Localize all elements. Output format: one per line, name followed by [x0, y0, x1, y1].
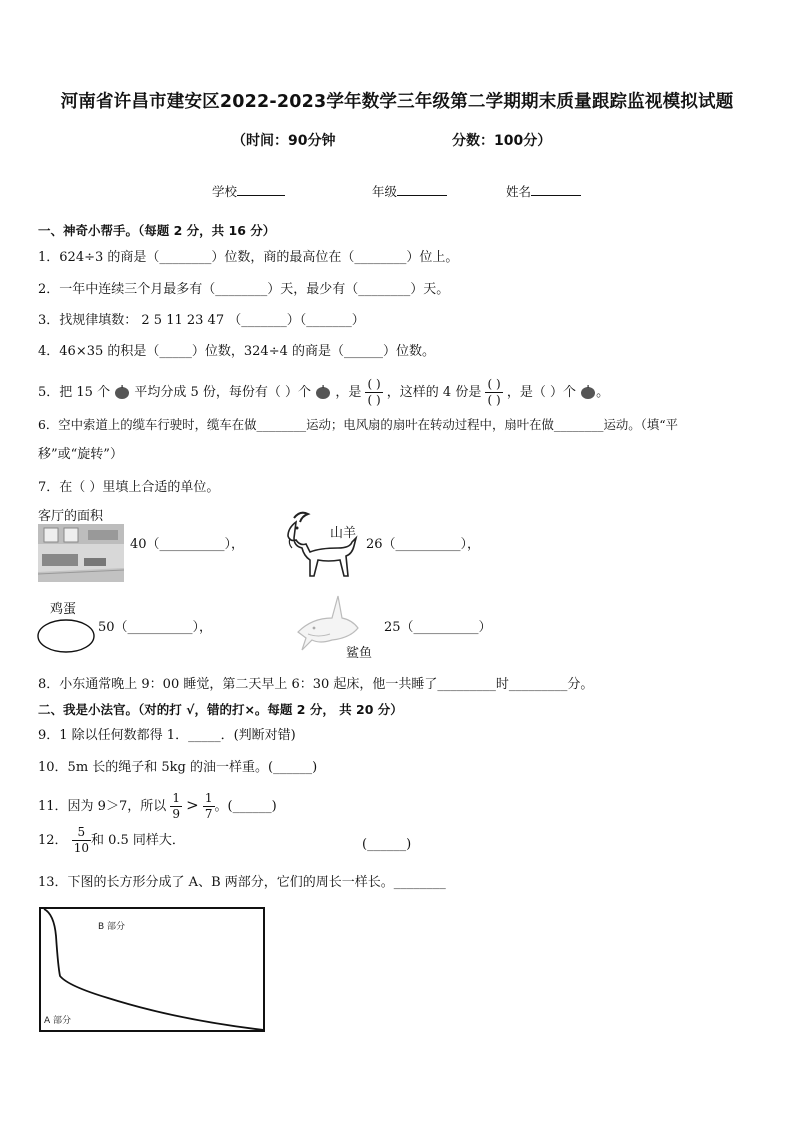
- fraction-numerator: 1: [204, 791, 213, 805]
- q11-text-a: 11．因为 9＞7，所以: [38, 799, 167, 814]
- question-12: [38, 824, 185, 858]
- total-score: 分数：100分）: [452, 133, 552, 149]
- question-11: 11．因为 9＞7，所以 $\frac{1}{9}$ > $\frac{1}{7}$ 。(______): [38, 791, 277, 821]
- apple-icon: [315, 384, 331, 399]
- fraction-denominator: ( ): [367, 393, 381, 407]
- rectangle-diagram: [38, 906, 266, 1033]
- q7-egg-answer: 50（__________），: [98, 620, 213, 635]
- grade-label: 年级: [372, 184, 398, 199]
- question-9: 9．1 除以任何数都得 1．_____．(判断对错): [38, 728, 296, 743]
- apple-icon: [114, 384, 130, 399]
- living-room-label: 客厅的面积: [38, 509, 104, 524]
- question-7: 7．在（ ）里填上合适的单位。: [38, 480, 220, 495]
- egg-image: [36, 618, 96, 654]
- fraction-denominator: 10: [73, 841, 89, 855]
- q12-answer: (______): [362, 837, 412, 852]
- question-6-line-1: 6．空中索道上的缆车行驶时，缆车在做________运动；电风扇的扇叶在转动过程中，扇叶在做________运动。（填“平: [38, 417, 678, 432]
- grade-blank[interactable]: [397, 183, 447, 196]
- school-field: [212, 182, 285, 200]
- q7-room-answer: 40（__________），: [130, 537, 245, 552]
- shark-label: 鲨鱼: [346, 646, 373, 661]
- egg-label: 鸡蛋: [50, 602, 77, 617]
- q12-text-b: 和 0.5 同样大．: [90, 833, 185, 848]
- part-b-label: B 部分: [98, 922, 126, 932]
- goat-image: [280, 508, 360, 582]
- fraction-denominator: 7: [204, 807, 213, 821]
- fraction-denominator: 9: [172, 807, 180, 821]
- exam-title: 河南省许昌市建安区2022-2023学年数学三年级第二学期期末质量跟踪监视模拟试题: [60, 92, 734, 112]
- fraction-numerator: 5: [77, 825, 86, 839]
- q5-text-e: ，是（ ）个: [506, 385, 576, 400]
- q11-text-b: 。(______): [214, 799, 277, 814]
- section-2-heading: 二、我是小法官。（对的打 √，错的打×。每题 2 分， 共 20 分）: [38, 702, 403, 717]
- q11-fraction-1: [170, 791, 182, 822]
- q5-text-c: ，是: [335, 385, 362, 400]
- name-blank[interactable]: [531, 183, 581, 196]
- q5-text-end: 。: [596, 385, 610, 400]
- section-1-heading: 一、神奇小帮手。（每题 2 分，共 16 分）: [38, 223, 276, 238]
- question-13: 13．下图的长方形分成了 A、B 两部分，它们的周长一样长。________: [38, 875, 446, 890]
- school-blank[interactable]: [237, 183, 285, 196]
- q5-fraction-2: [485, 377, 502, 408]
- q12-text-a: 12．: [38, 833, 68, 848]
- q7-goat-answer: 26（__________），: [366, 537, 481, 552]
- q5-text-a: 5．把 15 个: [38, 385, 111, 400]
- q5-text-d: ，这样的 4 份是: [386, 385, 482, 400]
- apple-icon: [580, 384, 596, 399]
- fraction-numerator: ( ): [487, 377, 501, 391]
- question-3: 3．找规律填数： 2 5 11 23 47 （_______）（_______）: [38, 313, 365, 328]
- part-a-label: A 部分: [44, 1016, 72, 1026]
- living-room-image: [38, 524, 124, 582]
- question-10: 10．5m 长的绳子和 5kg 的油一样重。(______): [38, 760, 318, 775]
- question-1: 1．624÷3 的商是（________）位数，商的最高位在（________）位上。: [38, 250, 459, 265]
- name-label: 姓名: [506, 184, 532, 199]
- q12-fraction: [72, 825, 91, 856]
- fraction-numerator: ( ): [367, 377, 381, 391]
- time-limit: （时间：90分钟: [232, 133, 336, 149]
- q5-text-b: 平均分成 5 份，每份有（ ）个: [134, 385, 312, 400]
- name-field: [506, 182, 581, 200]
- q7-shark-answer: 25（__________）: [384, 620, 492, 635]
- question-5: [38, 377, 609, 408]
- grade-field: [372, 182, 447, 200]
- fraction-numerator: 1: [172, 791, 180, 805]
- question-8: 8．小东通常晚上 9：00 睡觉，第二天早上 6：30 起床，他一共睡了_________时_________分。: [38, 677, 594, 692]
- q11-fraction-2: [203, 791, 215, 822]
- goat-label: 山羊: [330, 526, 357, 541]
- question-2: 2．一年中连续三个月最多有（________）天，最少有（________）天。: [38, 282, 450, 297]
- q5-fraction-1: [365, 377, 382, 408]
- question-4: 4．46×35 的积是（_____）位数，324÷4 的商是（______）位数。: [38, 344, 435, 359]
- fraction-denominator: ( ): [487, 393, 501, 407]
- question-6-line-2: 移”或“旋转”）: [38, 447, 123, 462]
- school-label: 学校: [212, 184, 238, 199]
